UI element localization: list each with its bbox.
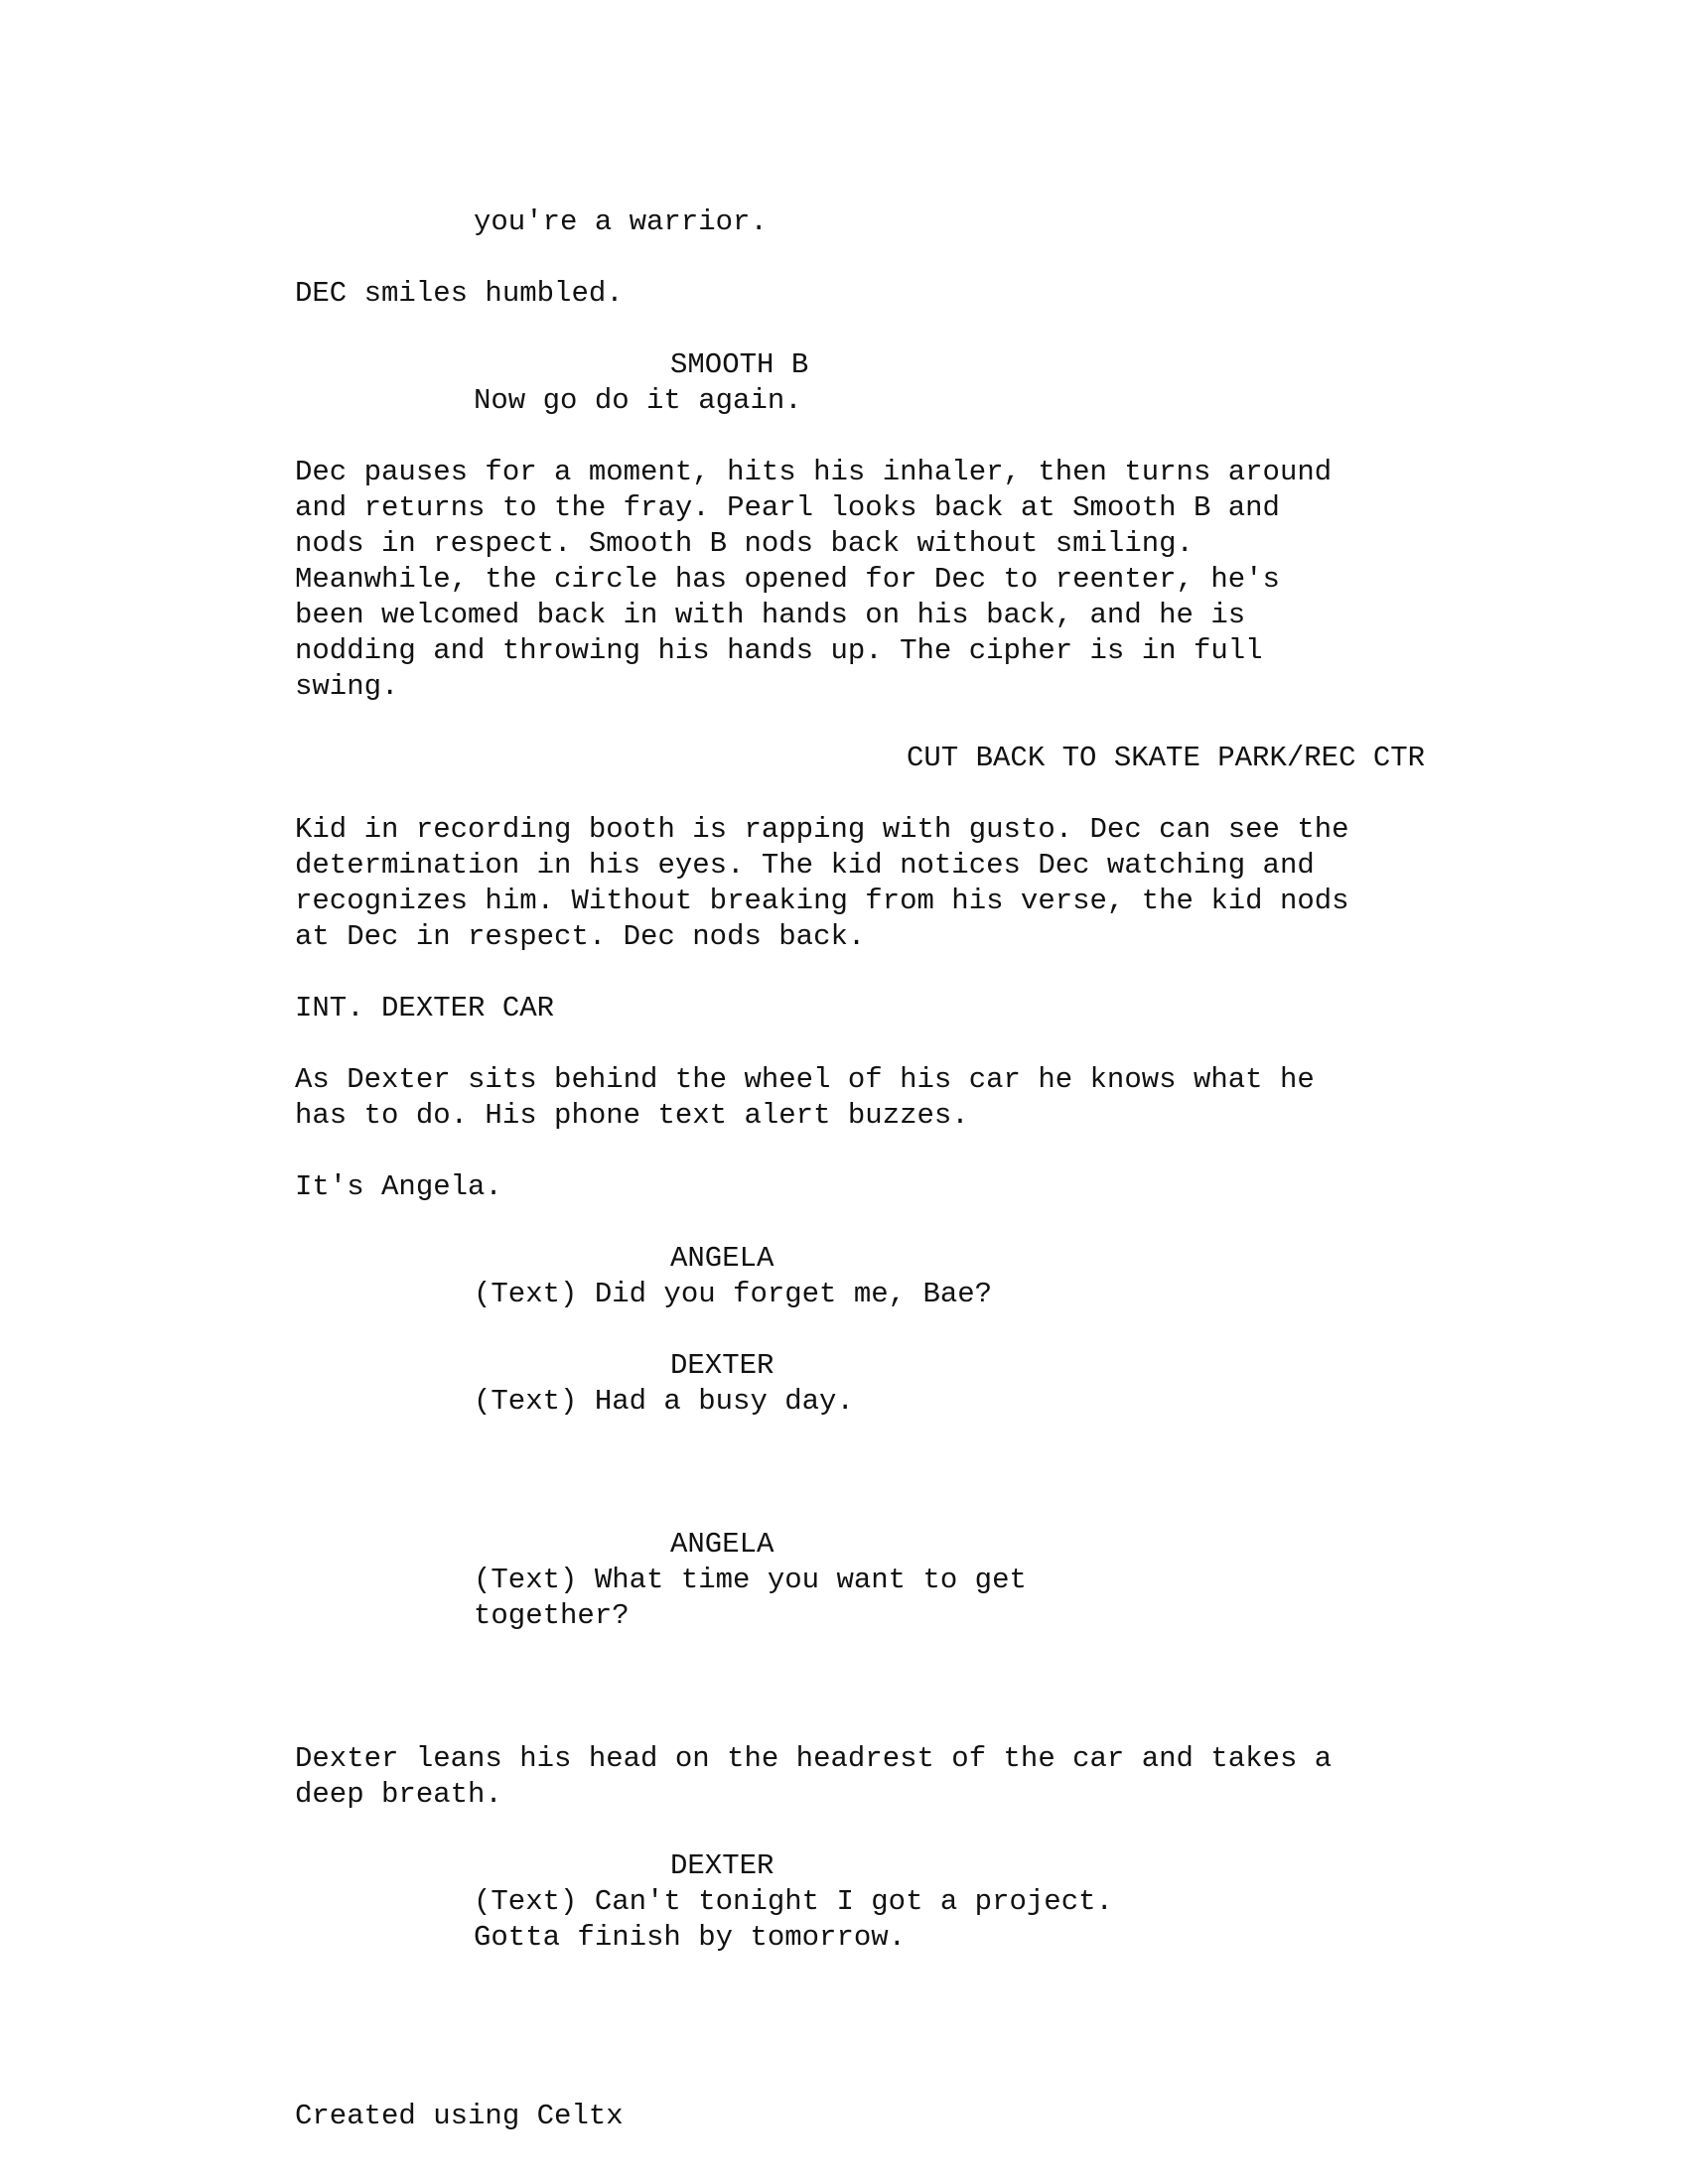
dialogue-line: (Text) Did you forget me, Bae? [474,1278,993,1310]
dialogue-line: Now go do it again. [474,384,802,417]
scene-heading: INT. DEXTER CAR [295,992,555,1024]
action-line: at Dec in respect. Dec nods back. [295,920,866,953]
dialogue-line: (Text) Had a busy day. [474,1385,854,1418]
action-line: recognizes him. Without breaking from his verse, the kid nods [295,885,1349,917]
character-name: ANGELA [670,1242,774,1275]
action-line: As Dexter sits behind the wheel of his car he knows what he [295,1063,1315,1096]
dialogue-line: (Text) What time you want to get [474,1564,1027,1596]
action-line: Meanwhile, the circle has opened for Dec to reenter, he's [295,563,1280,596]
action-line: Dexter leans his head on the headrest of the car and takes a [295,1742,1333,1775]
action-line: nodding and throwing his hands up. The cipher is in full [295,634,1263,667]
dialogue-continuation: you're a warrior. [474,205,768,238]
action-line: determination in his eyes. The kid notices Dec watching and [295,849,1315,882]
action-line: deep breath. [295,1778,502,1811]
action-line: It's Angela. [295,1170,502,1203]
character-name: DEXTER [670,1349,774,1382]
action-line: nods in respect. Smooth B nods back without smiling. [295,527,1194,560]
dialogue-line: together? [474,1599,630,1632]
action-line: and returns to the fray. Pearl looks back at Smooth B and [295,491,1280,524]
transition: CUT BACK TO SKATE PARK/REC CTR [907,742,1426,774]
dialogue-line: Gotta finish by tomorrow. [474,1921,907,1954]
character-name: SMOOTH B [670,348,809,381]
action-line: Kid in recording booth is rapping with gusto. Dec can see the [295,813,1349,846]
character-name: DEXTER [670,1849,774,1882]
character-name: ANGELA [670,1528,774,1561]
action-line: swing. [295,670,399,703]
footer-credit: Created using Celtx [295,2100,624,2132]
action-line: Dec pauses for a moment, hits his inhaler, then turns around [295,456,1333,488]
action-line: DEC smiles humbled. [295,277,624,310]
action-line: been welcomed back in with hands on his back, and he is [295,599,1246,631]
action-line: has to do. His phone text alert buzzes. [295,1099,969,1132]
dialogue-line: (Text) Can't tonight I got a project. [474,1885,1113,1918]
